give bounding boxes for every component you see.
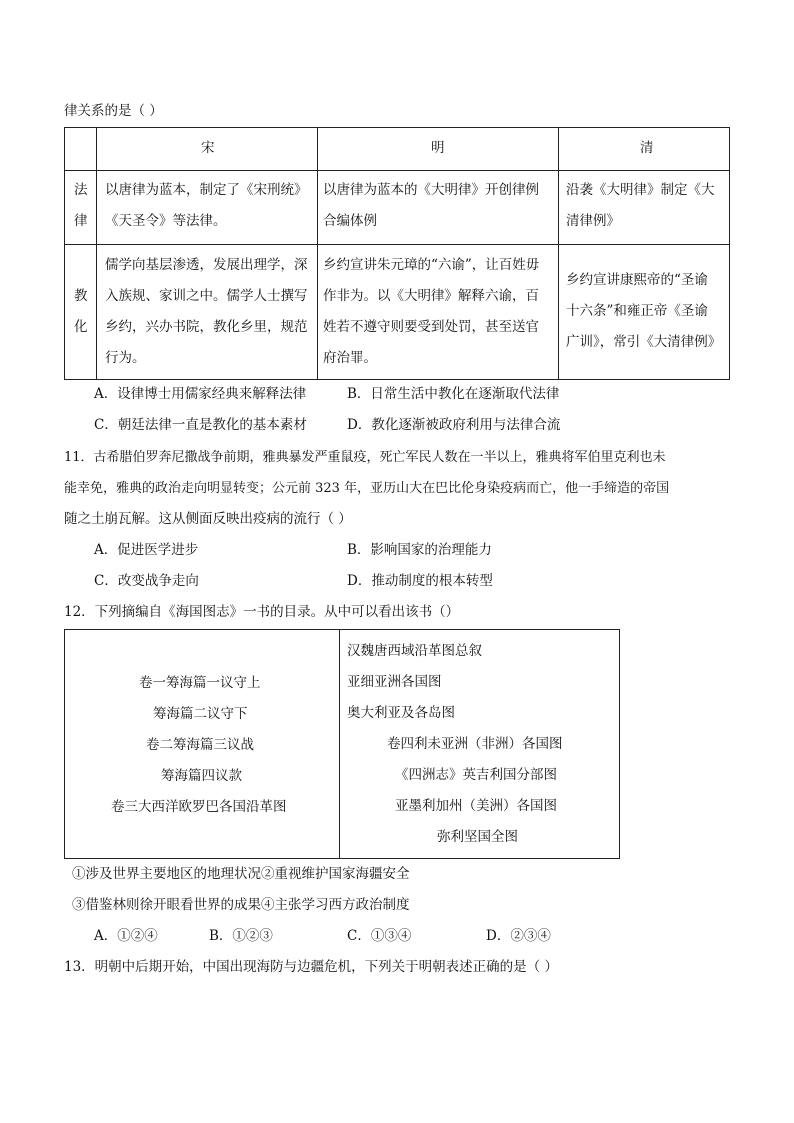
cell-law-qing: 沿袭《大明律》制定《大	[566, 182, 715, 198]
cell-edu-qing: 广训》，常引《大清律例》	[566, 334, 722, 350]
q12-toc-table	[64, 629, 620, 859]
q10-option-d[interactable]: D．教化逐渐被政府利用与法律合流	[347, 417, 561, 433]
q10-stem-tail: 律关系的是（ ）	[64, 103, 163, 119]
cell-edu-ming: 作非为。以《大明律》解释六谕，百	[323, 288, 539, 304]
q13-stem: 13．明朝中后期开始，中国出现海防与边疆危机，下列关于明朝表述正确的是（ ）	[64, 959, 558, 975]
header-qing: 清	[640, 140, 654, 156]
toc-right-item: 亚细亚洲各国图	[347, 674, 442, 690]
cell-edu-song: 儒学向基层渗透，发展出理学，深	[105, 257, 308, 273]
q12-option-a[interactable]: A．①②④	[94, 928, 158, 944]
cell-edu-ming: 乡约宣讲朱元璋的“六谕”，让百姓毋	[323, 257, 540, 273]
toc-right-item: 弥利坚国全图	[437, 829, 518, 845]
q10-option-a[interactable]: A．设律博士用儒家经典来解释法律	[94, 386, 307, 402]
q12-stem: 12．下列摘编自《海国图志》一书的目录。从中可以看出该书（）	[64, 604, 460, 620]
q12-option-c[interactable]: C．①③④	[347, 928, 412, 944]
row-label-law: 法	[74, 182, 88, 198]
q12-option-d[interactable]: D．②③④	[486, 928, 551, 944]
cell-edu-song: 入族规、家训之中。儒学人士撰写	[105, 288, 308, 304]
toc-left-item: 筹海篇二议守下	[153, 706, 248, 722]
header-song: 宋	[201, 140, 215, 156]
q10-option-c[interactable]: C．朝廷法律一直是教化的基本素材	[94, 417, 307, 433]
q11-stem-line: 能幸免，雅典的政治走向明显转变；公元前 323 年，亚历山大在巴比伦身染疫病而亡，他一手缔造的帝国	[64, 481, 670, 496]
q11-option-d[interactable]: D．推动制度的根本转型	[347, 573, 493, 589]
cell-law-song: 以唐律为蓝本，制定了《宋刑统》	[105, 182, 308, 198]
cell-edu-ming: 姓若不遵守则要受到处罚，甚至送官	[323, 319, 539, 335]
toc-left-item: 卷三大西洋欧罗巴各国沿革图	[111, 799, 287, 815]
toc-left-item: 卷一筹海篇一议守上	[139, 675, 261, 691]
toc-right-item: 《四洲志》英吉利国分部图	[395, 767, 557, 783]
q10-comparison-table	[64, 127, 730, 380]
row-label-edu: 化	[74, 319, 88, 335]
toc-left-item: 卷二筹海篇三议战	[146, 737, 254, 753]
toc-right-item: 亚墨利加州（美洲）各国图	[395, 798, 557, 814]
q11-option-b[interactable]: B．影响国家的治理能力	[347, 542, 492, 558]
header-ming: 明	[431, 140, 445, 156]
cell-edu-qing: 十六条”和雍正帝《圣谕	[566, 303, 708, 319]
q11-option-a[interactable]: A．促进医学进步	[94, 542, 199, 558]
cell-law-ming: 以唐律为蓝本的《大明律》开创律例	[323, 182, 539, 198]
row-label-edu: 教	[74, 288, 88, 304]
q11-stem-line: 11．古希腊伯罗奔尼撒战争前期，雅典暴发严重鼠疫，死亡军民人数在一半以上，雅典将军伯里克利也未	[64, 450, 666, 465]
cell-edu-song: 行为。	[105, 350, 146, 366]
cell-edu-song: 乡约，兴办书院，教化乡里，规范	[105, 319, 308, 335]
toc-left-item: 筹海篇四议款	[161, 768, 242, 784]
cell-law-qing: 清律例》	[566, 213, 620, 229]
cell-edu-ming: 府治罪。	[323, 350, 377, 366]
q12-statements-line: ①涉及世界主要地区的地理状况②重视维护国家海疆安全	[72, 866, 410, 882]
toc-right-item: 奥大利亚及各岛图	[347, 705, 455, 721]
q11-option-c[interactable]: C．改变战争走向	[94, 573, 199, 589]
toc-right-item: 汉魏唐西域沿革图总叙	[347, 643, 482, 659]
row-label-law: 律	[74, 213, 88, 229]
toc-right-item: 卷四利未亚洲（非洲）各国图	[387, 736, 563, 752]
q12-statements-line: ③借鉴林则徐开眼看世界的成果④主张学习西方政治制度	[72, 897, 410, 913]
cell-law-ming: 合编体例	[323, 213, 377, 229]
q12-option-b[interactable]: B．①②③	[209, 928, 273, 944]
cell-law-song: 《天圣令》等法律。	[105, 213, 227, 229]
cell-edu-qing: 乡约宣讲康熙帝的“圣谕	[566, 272, 708, 288]
q11-stem-line: 随之土崩瓦解。这从侧面反映出疫病的流行（ ）	[64, 511, 352, 527]
q10-option-b[interactable]: B．日常生活中教化在逐渐取代法律	[347, 386, 560, 402]
